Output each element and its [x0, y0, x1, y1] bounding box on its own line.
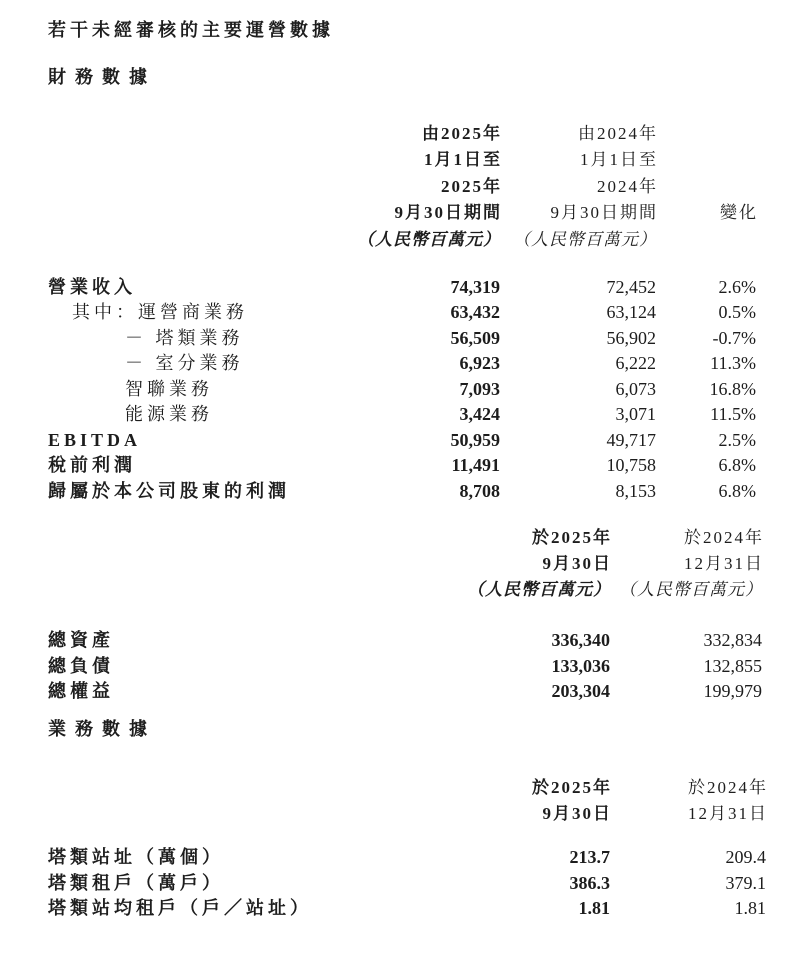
- unit-rmb-million-2024: （人民幣百萬元）: [513, 229, 657, 249]
- business-row-tower-tenants: [48, 871, 766, 897]
- financial-row-energy-business: [48, 402, 756, 428]
- value-2024: 332,834: [703, 630, 762, 650]
- row-label: 稅前利潤: [48, 455, 136, 476]
- financial-header-units-row: [48, 227, 756, 253]
- row-label: 其中：運營商業務: [72, 302, 248, 323]
- value-2024: 209.4: [725, 847, 766, 867]
- value-2025: 7,093: [459, 378, 500, 399]
- financial-header-row: [48, 121, 756, 147]
- balance-header-row: [48, 551, 762, 577]
- financial-row-ebitda: [48, 428, 756, 454]
- row-label: － 室分業務: [125, 353, 244, 374]
- financial-header-row: [48, 200, 756, 226]
- asof-2024-header-line: 於2024年: [688, 778, 768, 797]
- value-2025: 213.7: [569, 847, 610, 867]
- period-2024-header-line: 由2024年: [578, 124, 658, 143]
- period-2024-header-line: 9月30日期間: [550, 203, 658, 223]
- balance-header-row: [48, 525, 762, 551]
- value-2025: 203,304: [551, 681, 610, 702]
- value-2024: 8,153: [615, 480, 656, 501]
- value-2024: 56,902: [606, 327, 656, 348]
- unit-rmb-million-2025: （人民幣百萬元）: [467, 580, 611, 599]
- value-2024: 6,222: [615, 353, 656, 374]
- financial-row-profit-attributable: [48, 479, 756, 505]
- value-2024: 379.1: [725, 872, 766, 893]
- financial-row-revenue: [48, 275, 756, 301]
- row-label: EBITDA: [48, 429, 142, 450]
- period-2025-header-line: 9月30日期間: [394, 203, 502, 223]
- asof-2025-header-line: 9月30日: [542, 804, 612, 823]
- row-label: 營業收入: [48, 276, 136, 297]
- asof-2025-header-line: 9月30日: [542, 554, 612, 573]
- value-2025: 336,340: [551, 630, 610, 650]
- row-label: 塔類站均租戶（戶／站址）: [48, 898, 312, 918]
- financial-header-row: [48, 174, 756, 200]
- row-label: 塔類站址（萬個）: [48, 847, 224, 867]
- business-header-row: [48, 775, 766, 801]
- row-label: 智聯業務: [125, 378, 213, 399]
- row-label: 能源業務: [125, 404, 213, 425]
- value-2025: 133,036: [551, 655, 610, 676]
- value-2024: 1.81: [734, 898, 766, 918]
- balance-header-units-row: [48, 577, 762, 603]
- financial-data-heading: 財務數據: [48, 67, 156, 87]
- value-change: 2.5%: [718, 429, 756, 450]
- value-2025: 8,708: [459, 480, 500, 501]
- unit-rmb-million-2024: （人民幣百萬元）: [619, 580, 763, 599]
- value-change: 11.5%: [710, 404, 756, 425]
- value-change: -0.7%: [712, 327, 756, 348]
- value-2025: 50,959: [450, 429, 500, 450]
- business-table: [48, 775, 766, 922]
- value-2025: 56,509: [450, 327, 500, 348]
- financial-row-smart-connection: [48, 377, 756, 403]
- value-2025: 3,424: [459, 404, 500, 425]
- period-2024-header-line: 1月1日至: [580, 150, 658, 170]
- financial-row-das-business: [48, 351, 756, 377]
- asof-2025-header-line: 於2025年: [532, 528, 612, 547]
- financial-row-profit-before-tax: [48, 453, 756, 479]
- value-2024: 63,124: [606, 302, 656, 323]
- period-2025-header-line: 1月1日至: [424, 150, 502, 170]
- unit-rmb-million-2025: （人民幣百萬元）: [357, 229, 501, 249]
- value-2024: 3,071: [615, 404, 656, 425]
- value-2025: 63,432: [450, 302, 500, 323]
- value-change: 16.8%: [709, 378, 756, 399]
- page-title: 若干未經審核的主要運營數據: [48, 20, 334, 40]
- period-2024-header-line: 2024年: [597, 176, 658, 196]
- value-2025: 1.81: [578, 898, 610, 918]
- row-label: 塔類租戶（萬戶）: [48, 872, 224, 893]
- financial-row-tower-business: [48, 326, 756, 352]
- value-2024: 10,758: [606, 455, 656, 476]
- balance-row-total-liabilities: [48, 654, 762, 680]
- row-label: 歸屬於本公司股東的利潤: [48, 480, 290, 501]
- business-row-tower-sites: [48, 845, 766, 871]
- business-row-tenants-per-site: [48, 896, 766, 922]
- value-2024: 6,073: [615, 378, 656, 399]
- period-2025-header-line: 由2025年: [422, 124, 502, 143]
- row-label: 總負債: [48, 655, 114, 676]
- value-2024: 132,855: [703, 655, 762, 676]
- value-2024: 72,452: [606, 276, 656, 297]
- business-header-row: [48, 801, 766, 827]
- value-change: 2.6%: [718, 276, 756, 297]
- value-change: 6.8%: [718, 480, 756, 501]
- period-2025-header-line: 2025年: [441, 176, 502, 196]
- value-change: 6.8%: [718, 455, 756, 476]
- asof-2024-header-line: 於2024年: [684, 528, 764, 547]
- value-2025: 386.3: [569, 872, 610, 893]
- row-label: 總權益: [48, 681, 114, 702]
- balance-table: [48, 525, 762, 705]
- financial-row-operator-business: [48, 300, 756, 326]
- value-2025: 74,319: [450, 276, 500, 297]
- value-2024: 199,979: [703, 681, 762, 702]
- value-change: 11.3%: [710, 353, 756, 374]
- value-2025: 11,491: [451, 455, 500, 476]
- value-2024: 49,717: [606, 429, 656, 450]
- asof-2024-header-line: 12月31日: [688, 804, 768, 823]
- financial-header-row: [48, 147, 756, 173]
- asof-2024-header-line: 12月31日: [684, 554, 764, 573]
- business-data-heading: 業務數據: [48, 719, 156, 739]
- value-2025: 6,923: [459, 353, 500, 374]
- row-label: 總資產: [48, 630, 114, 650]
- change-column-header: 變化: [720, 203, 758, 223]
- value-change: 0.5%: [718, 302, 756, 323]
- balance-row-total-assets: [48, 628, 762, 654]
- row-label: － 塔類業務: [125, 327, 244, 348]
- balance-row-total-equity: [48, 679, 762, 705]
- asof-2025-header-line: 於2025年: [532, 778, 612, 797]
- financial-table: [48, 121, 756, 504]
